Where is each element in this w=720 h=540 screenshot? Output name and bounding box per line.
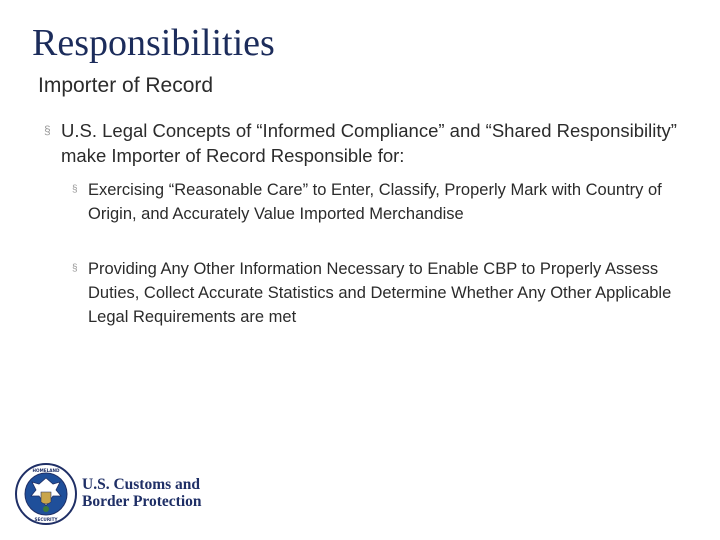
svg-text:SECURITY: SECURITY — [34, 517, 58, 522]
bullet-level-2 — [72, 257, 682, 329]
svg-text:HOMELAND: HOMELAND — [32, 468, 60, 473]
dhs-seal-icon — [14, 462, 78, 526]
cbp-logo — [14, 462, 274, 528]
bullet-text: Exercising “Reasonable Care” to Enter, Classify, Properly Mark with Country of Origin, and Accurately Value Imported Merchandise — [88, 181, 662, 223]
bullet-level-1 — [44, 118, 684, 168]
logo-text — [82, 476, 202, 510]
bullet-text: Providing Any Other Information Necessary to Enable CBP to Properly Assess Duties, Collect Accurate Statistics and Determine Whether Any Other Applicable Legal Requirements are met — [88, 260, 672, 326]
logo-line-2: Border Protection — [82, 493, 202, 510]
bullet-level-2 — [72, 178, 682, 226]
bullet-marker: § — [72, 263, 78, 274]
page-title: Responsibilities — [32, 22, 275, 64]
bullet-text: U.S. Legal Concepts of “Informed Compliance” and “Shared Responsibility” make Importer of Record Responsible for: — [61, 120, 677, 166]
bullet-marker: § — [44, 123, 51, 137]
logo-line-1: U.S. Customs and — [82, 476, 201, 493]
page-subtitle: Importer of Record — [38, 74, 214, 97]
bullet-marker: § — [72, 184, 78, 195]
